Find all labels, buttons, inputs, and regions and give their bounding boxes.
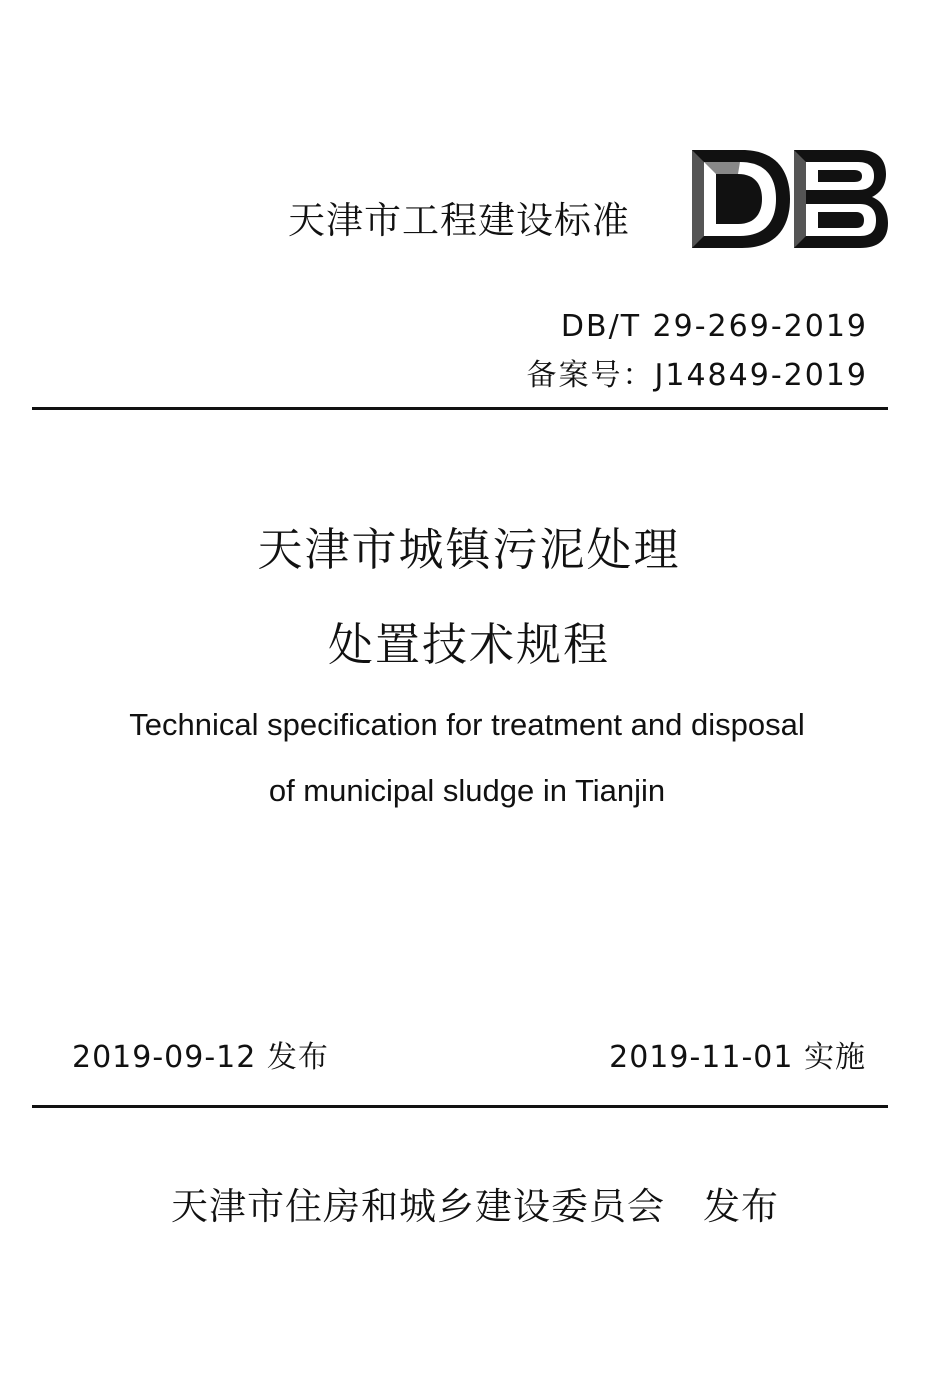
record-number: 备案号：J14849-2019 [526, 358, 868, 393]
standard-number: DB/T 29-269-2019 [560, 309, 868, 344]
title-en-line2: of municipal sludge in Tianjin [268, 773, 666, 808]
title-cn-line1: 天津市城镇污泥处理 [257, 523, 681, 576]
publisher [0, 1182, 950, 1232]
title-en-line1: Technical specification for treatment and disposal [129, 707, 805, 742]
logo-letter-d [692, 150, 790, 248]
issue-date: 2019-09-12 发布 [72, 1040, 329, 1075]
publisher-action: 发布 [703, 1185, 779, 1228]
series-title-text: 天津市工程建设标准 [288, 199, 630, 242]
bottom-divider [32, 1105, 888, 1108]
title-cn-line2: 处置技术规程 [327, 618, 610, 671]
publisher-name: 天津市住房和城乡建设委员会 [171, 1185, 665, 1228]
implement-date: 2019-11-01 实施 [609, 1040, 866, 1075]
logo-letter-b [794, 150, 888, 248]
top-divider [32, 407, 888, 410]
db-logo [690, 148, 890, 250]
